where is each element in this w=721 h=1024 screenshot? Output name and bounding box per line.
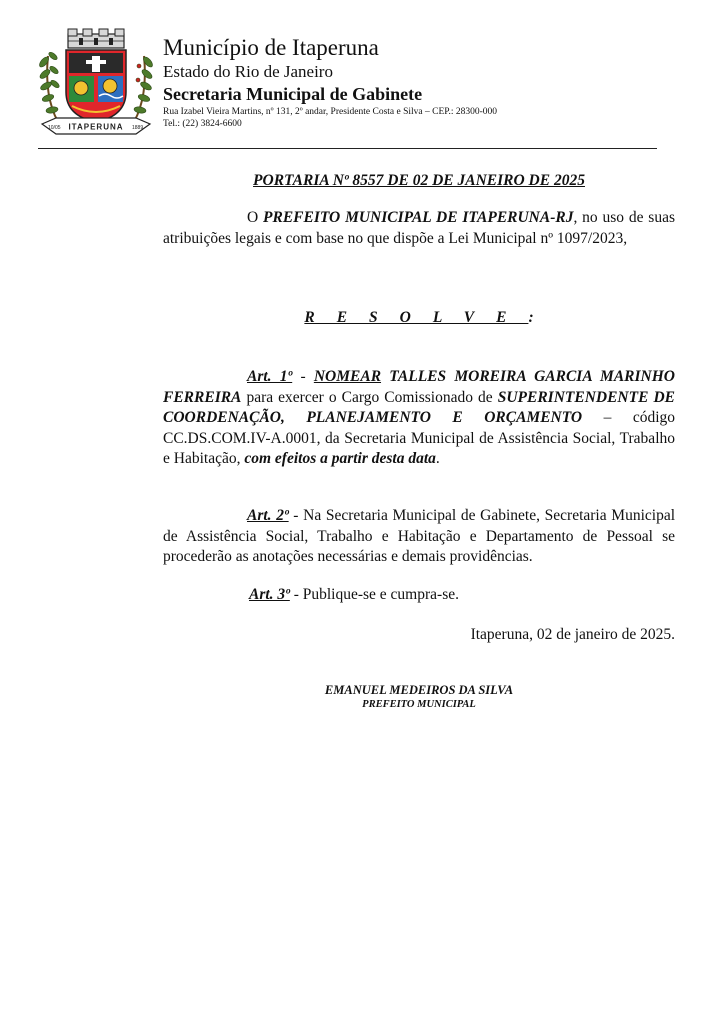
article-3: [163, 585, 675, 606]
resolve-word: RESOLVE: [304, 309, 529, 326]
preamble-text: , no uso de suas atribuições legais e com base no que dispõe a Lei Municipal nº 1097/2023,: [163, 209, 675, 247]
appointee-name: TALLES MOREIRA GARCIA MARINHO FERREIRA: [163, 368, 675, 406]
preamble-prefix: O: [247, 209, 264, 226]
place-date: Itaperuna, 02 de janeiro de 2025.: [470, 626, 675, 643]
secretariat-name: Secretaria Municipal de Gabinete: [163, 84, 423, 104]
preamble-paragraph: [163, 208, 675, 249]
art1-dash: -: [292, 368, 314, 385]
art3-label: Art. 3º: [249, 586, 290, 603]
position-title: SUPERINTENDENTE DE COORDENAÇÃO, PLANEJAMENTO E ORÇAMENTO: [163, 388, 676, 426]
document-title: PORTARIA Nº 8557 DE 02 DE JANEIRO DE 2025: [253, 172, 585, 189]
municipality-name: Município de Itaperuna: [163, 35, 379, 60]
letterhead: [163, 34, 683, 130]
article-2: [163, 506, 675, 568]
resolve-heading: [163, 308, 675, 329]
article-1: [163, 367, 675, 470]
laurel-left: [38, 51, 61, 122]
art1-verb: NOMEAR: [313, 368, 382, 385]
art1-label: Art. 1º: [247, 368, 293, 385]
art1-end: .: [435, 450, 440, 467]
art3-text: - Publique-se e cumpra-se.: [289, 586, 459, 603]
effect-clause: com efeitos a partir desta data: [244, 450, 436, 467]
crest-left-date: 10/05: [48, 125, 61, 131]
signatory-name: EMANUEL MEDEIROS DA SILVA: [324, 683, 514, 697]
art2-label: Art. 2º: [247, 507, 289, 524]
art2-text: - Na Secretaria Municipal de Gabinete, Secretaria Municipal de Assistência Social, Trabalho e Habitação e Departamento de Pessoal se procederão as anotações necessárias e demais providências.: [163, 507, 676, 565]
state-name: Estado do Rio de Janeiro: [163, 62, 333, 81]
shield: [66, 50, 126, 122]
authority: PREFEITO MUNICIPAL DE ITAPERUNA-RJ: [263, 209, 574, 226]
laurel-right: [134, 55, 155, 122]
signatory-role: PREFEITO MUNICIPAL: [362, 699, 476, 710]
mural-crown: [68, 29, 124, 48]
phone: Tel.: (22) 3824-6600: [163, 119, 242, 129]
resolve-colon: :: [528, 309, 534, 326]
art1-text1: para exercer o Cargo Comissionado de: [241, 388, 498, 406]
crest-banner-text: ITAPERUNA: [68, 122, 124, 132]
crest-right-date: 1889: [132, 125, 144, 131]
address: Rua Izabel Vieira Martins, nº 131, 2º andar, Presidente Costa e Silva – CEP.: 28300-000: [163, 107, 498, 117]
municipal-coat-of-arms: [36, 26, 156, 138]
ribbon-banner: [42, 118, 150, 134]
header-divider: [38, 148, 657, 149]
art1-text2: – código CC.DS.COM.IV-A.0001, da Secretaria Municipal de Assistência Social, Trabalho e Habitação,: [163, 409, 675, 467]
